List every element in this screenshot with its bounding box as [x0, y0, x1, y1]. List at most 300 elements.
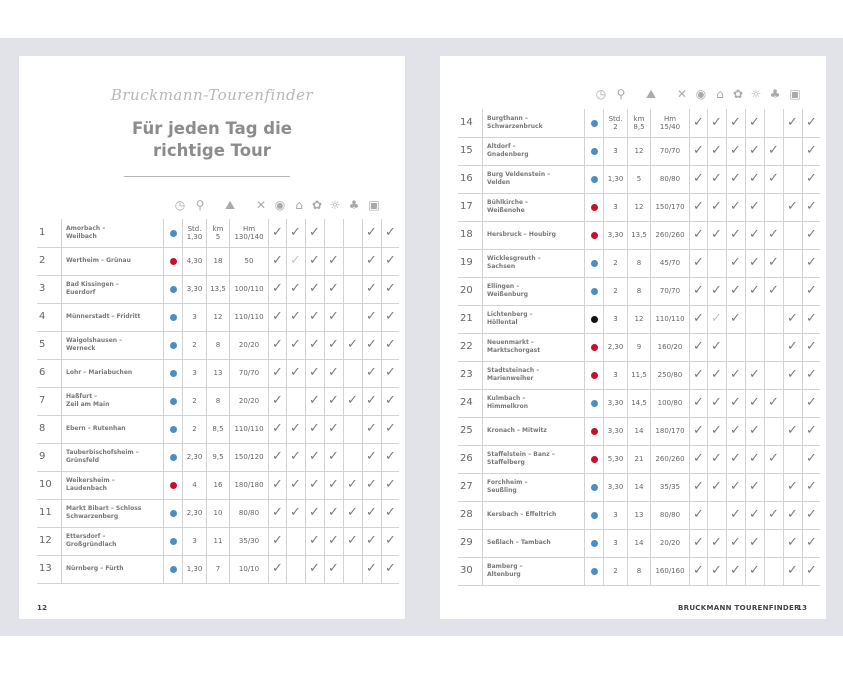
feature-cell	[764, 361, 782, 389]
feature-cell	[689, 277, 707, 305]
tour-km	[627, 501, 650, 529]
restaurant-icon: ✕	[676, 87, 688, 101]
feature-cell	[783, 221, 801, 249]
tour-hm	[229, 359, 268, 387]
tour-std-text: Std. 1,30	[186, 225, 203, 241]
route-icon: ⚲	[616, 87, 626, 101]
checkmark-icon: ✓	[328, 449, 339, 464]
running-title: BRUCKMANN TOURENFINDER	[678, 604, 800, 612]
checkmark-icon: ✓	[309, 281, 320, 296]
difficulty-cell	[584, 165, 603, 193]
feature-cell	[286, 303, 304, 331]
checkmark-icon: ✓	[730, 451, 741, 466]
tour-num	[458, 389, 482, 417]
tour-name	[61, 499, 163, 527]
checkmark-icon: ✓	[693, 451, 704, 466]
route-icon: ⚲	[195, 198, 205, 212]
tour-row	[37, 555, 399, 584]
feature-cell	[802, 221, 820, 249]
feature-cell	[802, 165, 820, 193]
tour-name	[482, 249, 584, 277]
feature-cell	[726, 333, 744, 361]
feature-cell	[764, 193, 782, 221]
checkmark-icon: ✓	[366, 281, 377, 296]
feature-cell	[305, 247, 323, 275]
checkmark-icon: ✓	[730, 535, 741, 550]
feature-cell	[381, 471, 399, 499]
checkmark-icon: ✓	[290, 449, 301, 464]
tour-std	[182, 275, 206, 303]
tour-hm-text: 20/20	[238, 397, 260, 405]
feature-cell	[268, 303, 286, 331]
tour-name	[482, 305, 584, 333]
checkmark-icon: ✓	[309, 253, 320, 268]
feature-cell	[362, 471, 380, 499]
tour-hm	[229, 527, 268, 555]
feature-cell	[343, 471, 361, 499]
tour-name	[482, 557, 584, 585]
checkmark-icon: ✓	[385, 533, 396, 548]
tour-hm	[650, 333, 689, 361]
checkmark-icon: ✓	[366, 253, 377, 268]
difficulty-dot	[591, 400, 598, 407]
feature-cell	[689, 193, 707, 221]
feature-cell	[745, 165, 763, 193]
tour-std	[603, 249, 627, 277]
feature-cell	[745, 193, 763, 221]
checkmark-icon: ✓	[272, 253, 283, 268]
feature-cell	[381, 331, 399, 359]
feature-cell	[802, 277, 820, 305]
feature-cell	[286, 359, 304, 387]
feature-cell	[381, 247, 399, 275]
checkmark-icon: ✓	[693, 563, 704, 578]
feature-cell	[802, 557, 820, 585]
checkmark-icon: ✓	[730, 199, 741, 214]
difficulty-cell	[584, 305, 603, 333]
checkmark-icon: ✓	[385, 421, 396, 436]
tour-km	[206, 471, 229, 499]
checkmark-icon: ✓	[693, 479, 704, 494]
feature-cell	[381, 555, 399, 583]
tour-num-text: 29	[460, 537, 473, 548]
feature-cell	[343, 387, 361, 415]
tour-km-text: 8,5	[212, 425, 224, 433]
feature-cell	[268, 555, 286, 583]
tour-hm-text: 70/70	[238, 369, 260, 377]
checkmark-icon: ✓	[290, 337, 301, 352]
tour-hm-text: 70/70	[659, 287, 681, 295]
feature-cell	[707, 557, 725, 585]
checkmark-icon: ✓	[730, 283, 741, 298]
feature-cell	[802, 445, 820, 473]
feature-cell	[783, 501, 801, 529]
checkmark-icon: ✓	[806, 227, 817, 242]
feature-cell	[324, 387, 342, 415]
tour-num	[458, 165, 482, 193]
tour-name-text: Ettersdorf – Großgründlach	[66, 533, 117, 548]
museum-icon: ⌂	[295, 198, 303, 212]
checkmark-icon: ✓	[366, 505, 377, 520]
tour-row	[458, 417, 820, 446]
difficulty-cell	[163, 331, 182, 359]
checkmark-icon: ✓	[787, 535, 798, 550]
checkmark-icon: ✓	[711, 227, 722, 242]
checkmark-icon: ✓	[328, 393, 339, 408]
feature-cell	[764, 109, 782, 137]
tour-hm	[650, 277, 689, 305]
tour-std	[182, 443, 206, 471]
tour-num-text: 7	[39, 395, 46, 406]
checkmark-icon: ✓	[309, 225, 320, 240]
tour-num	[458, 305, 482, 333]
feature-cell	[286, 219, 304, 247]
feature-cell	[286, 387, 304, 415]
feature-cell	[689, 221, 707, 249]
tour-km	[627, 417, 650, 445]
difficulty-cell	[163, 247, 182, 275]
feature-cell	[783, 305, 801, 333]
tour-std	[603, 501, 627, 529]
feature-cell	[689, 361, 707, 389]
feature-cell	[362, 443, 380, 471]
feature-cell	[707, 109, 725, 137]
feature-cell	[764, 417, 782, 445]
tour-num	[458, 277, 482, 305]
tour-std	[603, 277, 627, 305]
checkmark-icon: ✓	[768, 171, 779, 186]
script-title: Bruckmann-Tourenfinder	[110, 86, 314, 104]
feature-cell	[726, 193, 744, 221]
feature-cell	[689, 333, 707, 361]
feature-cell	[343, 247, 361, 275]
tour-hm-text: 35/35	[659, 483, 681, 491]
tour-std-text: 3,30	[607, 231, 624, 239]
feature-cell	[745, 277, 763, 305]
feature-cell	[305, 555, 323, 583]
feature-cell	[324, 359, 342, 387]
tour-hm	[650, 109, 689, 137]
tour-km	[627, 137, 650, 165]
feature-cell	[286, 275, 304, 303]
page-title	[19, 118, 405, 162]
tour-num-text: 30	[460, 565, 473, 576]
checkmark-icon: ✓	[693, 311, 704, 326]
tour-hm-text: Hm 15/40	[659, 115, 681, 131]
difficulty-dot	[591, 176, 598, 183]
difficulty-cell	[584, 529, 603, 557]
feature-cell	[764, 473, 782, 501]
tour-hm-text: 10/10	[238, 565, 260, 573]
tour-std	[603, 333, 627, 361]
tree-icon: ♣	[348, 198, 360, 212]
feature-cell	[268, 387, 286, 415]
feature-cell	[802, 501, 820, 529]
checkmark-icon: ✓	[787, 423, 798, 438]
checkmark-icon: ✓	[768, 395, 779, 410]
tour-std	[182, 415, 206, 443]
feature-cell	[745, 249, 763, 277]
tour-std-text: 3,30	[607, 427, 624, 435]
tour-num-text: 23	[460, 369, 473, 380]
checkmark-icon: ✓	[806, 507, 817, 522]
tour-row	[37, 331, 399, 360]
feature-cell	[362, 359, 380, 387]
tour-name-text: Ellingen – Weißenburg	[487, 283, 529, 298]
difficulty-cell	[163, 555, 182, 583]
tour-std-text: Std. 2	[608, 115, 623, 131]
tour-hm	[650, 445, 689, 473]
feature-cell	[381, 387, 399, 415]
tour-row	[37, 247, 399, 276]
checkmark-icon: ✓	[272, 477, 283, 492]
feature-cell	[362, 331, 380, 359]
feature-cell	[783, 165, 801, 193]
tour-row	[37, 303, 399, 332]
feature-cell	[324, 499, 342, 527]
feature-cell	[764, 501, 782, 529]
feature-cell	[707, 305, 725, 333]
feature-cell	[689, 557, 707, 585]
feature-cell	[764, 389, 782, 417]
tour-hm-text: 110/110	[655, 315, 685, 323]
tour-std-text: 4,30	[186, 257, 203, 265]
difficulty-cell	[584, 221, 603, 249]
checkmark-icon: ✓	[366, 365, 377, 380]
tour-km	[627, 249, 650, 277]
checkmark-icon: ✓	[347, 337, 358, 352]
tour-std-text: 1,30	[607, 175, 624, 183]
difficulty-dot	[591, 232, 598, 239]
tour-row	[37, 471, 399, 500]
difficulty-cell	[584, 445, 603, 473]
tour-std	[182, 247, 206, 275]
feature-cell	[268, 443, 286, 471]
tour-km	[206, 555, 229, 583]
tour-num-text: 3	[39, 283, 46, 294]
checkmark-icon: ✓	[328, 561, 339, 576]
feature-cell	[707, 333, 725, 361]
tour-std-text: 3	[613, 203, 618, 211]
checkmark-icon: ✓	[806, 115, 817, 130]
difficulty-dot	[591, 120, 598, 127]
difficulty-cell	[163, 443, 182, 471]
tour-std-text: 3	[192, 537, 197, 545]
feature-cell	[343, 527, 361, 555]
tour-hm	[229, 275, 268, 303]
feature-cell	[286, 471, 304, 499]
feature-cell	[707, 445, 725, 473]
title-divider	[124, 176, 290, 177]
feature-cell	[726, 137, 744, 165]
feature-cell	[783, 389, 801, 417]
feature-cell	[726, 277, 744, 305]
tour-std-text: 3	[613, 539, 618, 547]
difficulty-cell	[163, 471, 182, 499]
checkmark-icon: ✓	[711, 563, 722, 578]
tour-hm-text: 160/20	[657, 343, 683, 351]
feature-cell	[783, 249, 801, 277]
tour-num-text: 2	[39, 255, 46, 266]
tour-std	[182, 527, 206, 555]
tour-km-text: 11	[213, 537, 223, 545]
tour-name	[482, 389, 584, 417]
tour-name-text: Ebern – Rutenhan	[66, 425, 126, 432]
tour-std-text: 3	[192, 313, 197, 321]
tour-hm	[650, 137, 689, 165]
tour-row	[458, 193, 820, 222]
tour-km	[627, 277, 650, 305]
difficulty-dot	[170, 426, 177, 433]
tour-km-text: 18	[213, 257, 223, 265]
feature-cell	[362, 247, 380, 275]
tour-km-text: 7	[215, 565, 221, 573]
checkmark-icon: ✓	[806, 199, 817, 214]
feature-cell	[381, 415, 399, 443]
difficulty-dot	[591, 512, 598, 519]
checkmark-icon: ✓	[693, 171, 704, 186]
checkmark-icon: ✓	[366, 533, 377, 548]
checkmark-icon: ✓	[711, 143, 722, 158]
tour-km	[206, 247, 229, 275]
feature-cell	[305, 387, 323, 415]
tour-num	[37, 331, 61, 359]
tour-hm-text: 80/80	[659, 511, 681, 519]
tour-num-text: 25	[460, 425, 473, 436]
checkmark-icon: ✓	[385, 477, 396, 492]
checkmark-icon: ✓	[749, 171, 760, 186]
checkmark-icon: ✓	[711, 171, 722, 186]
feature-cell	[707, 417, 725, 445]
checkmark-icon: ✓	[385, 337, 396, 352]
feature-cell	[745, 417, 763, 445]
feature-cell	[764, 305, 782, 333]
tour-name-text: Weikersheim – Laudenbach	[66, 477, 115, 492]
feature-cell	[783, 137, 801, 165]
difficulty-dot	[170, 370, 177, 377]
feature-cell	[802, 193, 820, 221]
feature-cell	[305, 219, 323, 247]
feature-cell	[305, 499, 323, 527]
tour-km-text: 10	[213, 509, 223, 517]
tour-std	[603, 557, 627, 585]
feature-cell	[745, 305, 763, 333]
tour-row	[458, 445, 820, 474]
tour-name-text: Forchheim – Seußling	[487, 479, 528, 494]
checkmark-icon: ✓	[711, 535, 722, 550]
checkmark-icon: ✓	[693, 227, 704, 242]
tour-km	[206, 415, 229, 443]
tour-km	[206, 303, 229, 331]
feature-cell	[783, 529, 801, 557]
tour-name	[61, 471, 163, 499]
tour-km-text: 12	[634, 147, 644, 155]
checkmark-icon: ✓	[693, 535, 704, 550]
checkmark-icon: ✓	[347, 477, 358, 492]
difficulty-dot	[591, 316, 598, 323]
feature-cell	[381, 275, 399, 303]
feature-cell	[324, 555, 342, 583]
tour-std-text: 2	[613, 259, 618, 267]
tour-std-text: 3	[613, 315, 618, 323]
tour-hm	[229, 219, 268, 247]
checkmark-icon: ✓	[787, 563, 798, 578]
difficulty-dot	[170, 454, 177, 461]
tour-hm	[229, 387, 268, 415]
checkmark-icon: ✓	[806, 339, 817, 354]
feature-cell	[689, 249, 707, 277]
feature-cell	[324, 471, 342, 499]
tour-num-text: 13	[39, 563, 52, 574]
checkmark-icon: ✓	[272, 505, 283, 520]
tour-name-text: Bamberg – Altenburg	[487, 563, 523, 578]
feature-cell	[707, 361, 725, 389]
bike-icon: ◉	[695, 87, 707, 101]
checkmark-icon: ✓	[730, 423, 741, 438]
tour-std	[182, 555, 206, 583]
tour-std	[603, 137, 627, 165]
checkmark-icon: ✓	[328, 337, 339, 352]
tour-hm	[650, 557, 689, 585]
tour-num	[37, 555, 61, 583]
tour-km	[627, 445, 650, 473]
feature-cell	[783, 417, 801, 445]
feature-cell	[362, 387, 380, 415]
tour-name-text: Münnerstadt – Fridritt	[66, 313, 141, 320]
checkmark-icon: ✓	[366, 449, 377, 464]
checkmark-icon: ✓	[272, 365, 283, 380]
checkmark-icon: ✓	[749, 143, 760, 158]
checkmark-icon: ✓	[693, 339, 704, 354]
tour-hm-text: 70/70	[659, 147, 681, 155]
feature-cell	[343, 415, 361, 443]
tour-row	[458, 501, 820, 530]
tour-num	[458, 501, 482, 529]
feature-cell	[305, 303, 323, 331]
checkmark-icon: ✓	[806, 451, 817, 466]
feature-cell	[268, 471, 286, 499]
tour-hm	[229, 443, 268, 471]
tour-hm	[650, 221, 689, 249]
tour-hm	[229, 331, 268, 359]
checkmark-icon: ✓	[711, 199, 722, 214]
tour-std-text: 3,30	[607, 483, 624, 491]
tour-num	[458, 137, 482, 165]
feature-cell	[802, 137, 820, 165]
category-icon-row	[19, 196, 405, 214]
checkmark-icon: ✓	[749, 367, 760, 382]
feature-cell	[745, 557, 763, 585]
tour-name	[482, 277, 584, 305]
feature-cell	[783, 557, 801, 585]
checkmark-icon: ✓	[787, 115, 798, 130]
tour-std-text: 2	[192, 425, 197, 433]
checkmark-icon: ✓	[730, 479, 741, 494]
checkmark-icon: ✓	[787, 339, 798, 354]
checkmark-icon: ✓	[768, 227, 779, 242]
tour-num-text: 5	[39, 339, 46, 350]
tour-num	[458, 221, 482, 249]
difficulty-cell	[584, 501, 603, 529]
feature-cell	[707, 221, 725, 249]
tour-name-text: Neuenmarkt – Marktschorgast	[487, 339, 541, 354]
tour-row	[458, 137, 820, 166]
difficulty-cell	[163, 219, 182, 247]
tour-hm	[229, 555, 268, 583]
difficulty-dot	[170, 482, 177, 489]
tour-row	[37, 527, 399, 556]
feature-cell	[707, 165, 725, 193]
